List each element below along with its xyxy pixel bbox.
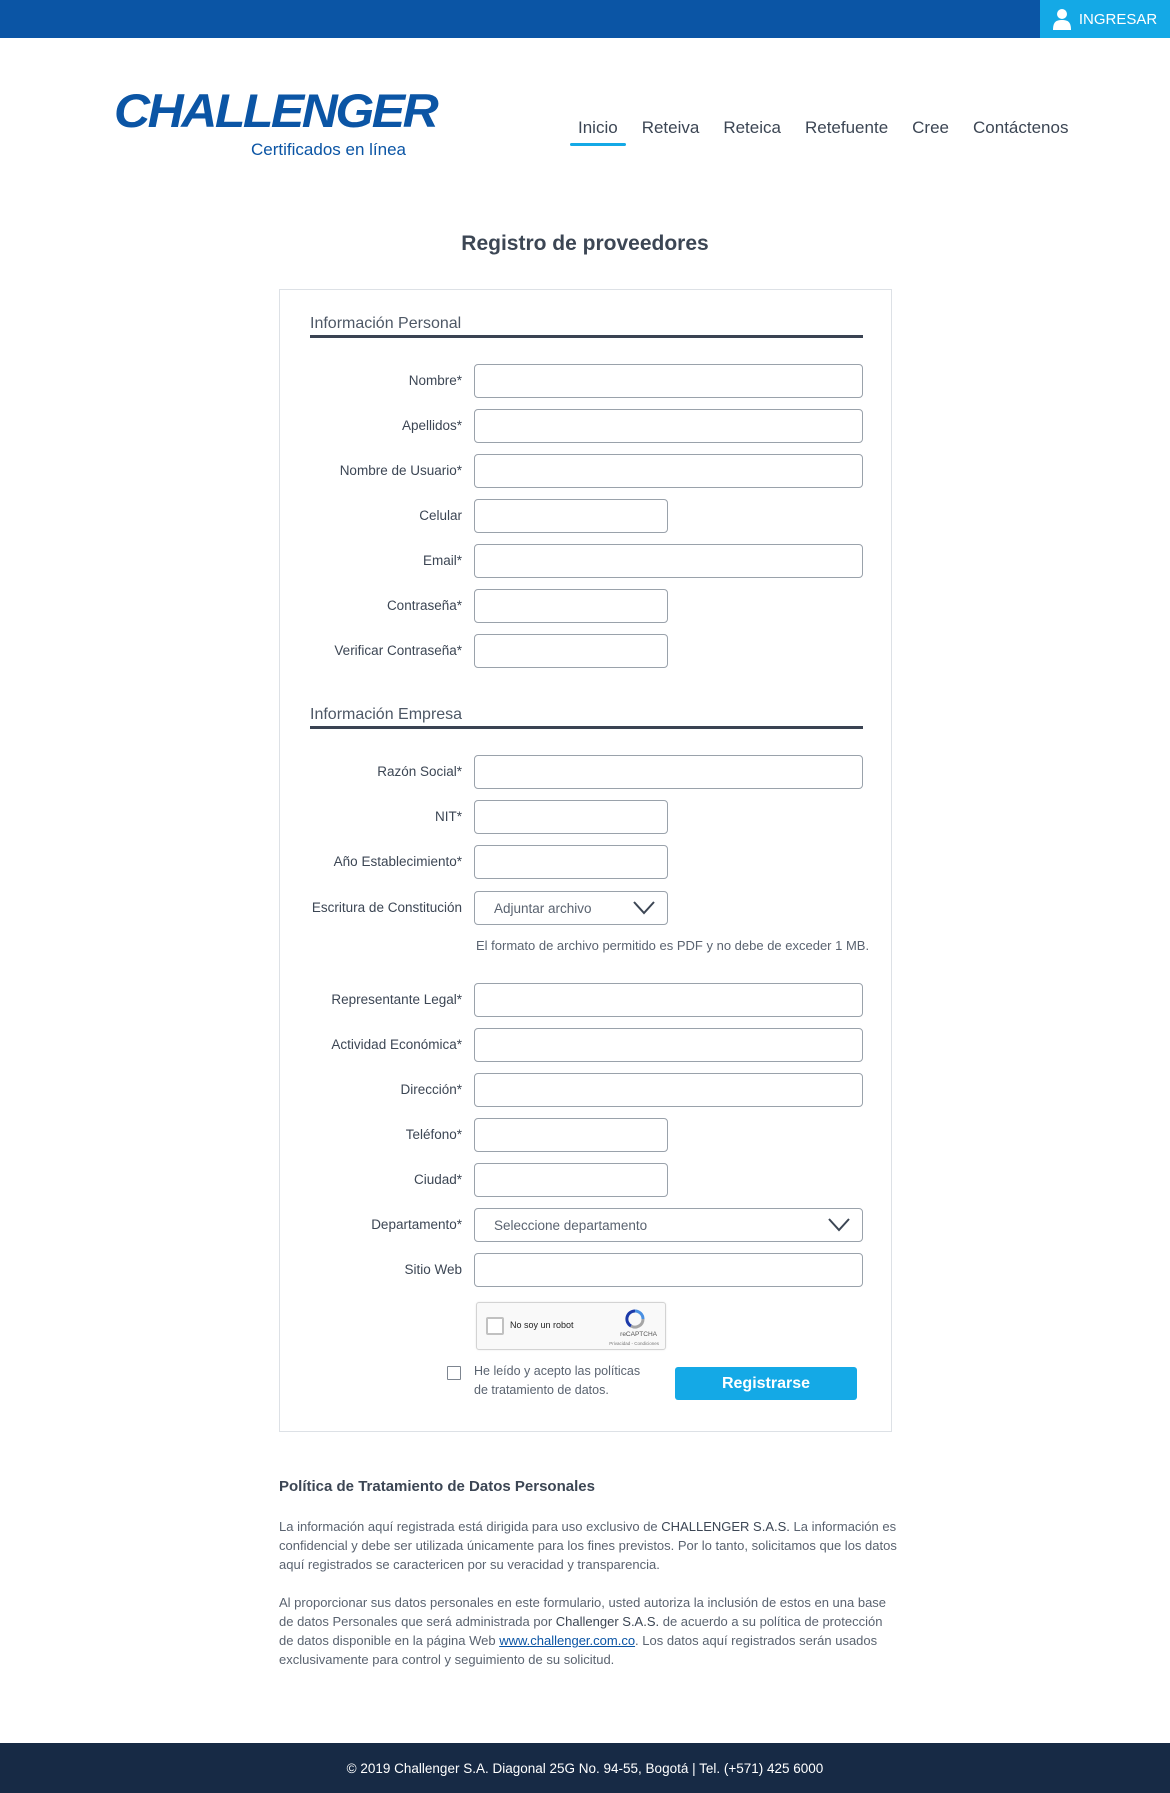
main-nav (570, 116, 1084, 146)
verify-password-row (280, 634, 893, 668)
policy-title: Política de Tratamiento de Datos Personales (279, 1478, 595, 1495)
nav-item-contactenos[interactable]: Contáctenos (973, 118, 1069, 137)
departamento-placeholder: Seleccione departamento (494, 1217, 648, 1233)
telefono-row (280, 1118, 893, 1152)
email-input[interactable] (474, 544, 863, 578)
chevron-down-icon (828, 1218, 850, 1232)
attach-file-placeholder: Adjuntar archivo (494, 900, 592, 916)
ciudad-input[interactable] (474, 1163, 668, 1197)
departamento-select[interactable] (474, 1208, 863, 1242)
representante-input[interactable] (474, 983, 863, 1017)
recaptcha-brand: reCAPTCHA (620, 1331, 657, 1338)
header (0, 38, 1170, 178)
attach-file-dropdown[interactable] (474, 891, 668, 925)
privacy-policy (279, 1478, 899, 1688)
representante-row (280, 983, 893, 1017)
nombre-label: Nombre* (408, 373, 462, 388)
celular-input[interactable] (474, 499, 668, 533)
actividad-input[interactable] (474, 1028, 863, 1062)
verify-password-label: Verificar Contraseña* (334, 643, 462, 658)
nav-item-reteica[interactable]: Reteica (723, 118, 781, 137)
website-link[interactable]: www.challenger.com.co (499, 1633, 636, 1648)
actividad-row (280, 1028, 893, 1062)
direccion-row (280, 1073, 893, 1107)
policy-paragraph-2 (279, 1593, 899, 1669)
password-row (280, 589, 893, 623)
policy-p2-text-a: Al proporcionar sus datos personales en este formulario, usted autoriza la inclusión de estos en una base de datos Personales que será administrada por (279, 1595, 887, 1629)
razon-social-input[interactable] (474, 755, 863, 789)
policy-p2-text-b: de acuerdo a su política de protección de datos disponible en la página Web (279, 1614, 883, 1648)
footer (0, 1743, 1170, 1793)
email-row (280, 544, 893, 578)
logo-tagline: Certificados en línea (251, 140, 406, 159)
anio-label: Año Establecimiento* (333, 854, 462, 869)
personal-info-heading: Información Personal (310, 315, 863, 338)
recaptcha-widget (476, 1302, 666, 1350)
apellidos-label: Apellidos* (401, 418, 462, 433)
footer-text: © 2019 Challenger S.A. Diagonal 25G No. 94-55, Bogotá | Tel. (+571) 425 6000 (346, 1760, 824, 1776)
telefono-label: Teléfono* (405, 1127, 462, 1142)
register-button[interactable]: Registrarse (675, 1367, 857, 1400)
celular-row (280, 499, 893, 533)
policy-p1-text-b: La información es confidencial y debe ser utilizada únicamente para los fines previstos. Por lo tanto, solicitamos que los datos aquí registrados se caractericen por su veracidad y transparencia. (279, 1519, 897, 1572)
departamento-row (280, 1208, 893, 1242)
email-label: Email* (422, 553, 462, 568)
recaptcha-terms[interactable]: Privacidad - Condiciones (609, 1341, 659, 1346)
nav-item-inicio[interactable]: Inicio (570, 116, 626, 146)
sitio-web-row (280, 1253, 893, 1287)
nit-row (280, 800, 893, 834)
registration-form (279, 289, 892, 1432)
recaptcha-icon (625, 1309, 645, 1329)
file-format-hint: El formato de archivo permitido es PDF y no debe de exceder 1 MB. (476, 938, 870, 953)
nombre-input[interactable] (474, 364, 863, 398)
usuario-label: Nombre de Usuario* (339, 463, 462, 478)
recaptcha-label: No soy un robot (510, 1320, 574, 1330)
usuario-input[interactable] (474, 454, 863, 488)
actividad-label: Actividad Económica* (331, 1037, 462, 1052)
escritura-row (280, 891, 893, 925)
nav-item-retefuente[interactable]: Retefuente (804, 118, 889, 137)
anio-row (280, 845, 893, 879)
usuario-row (280, 454, 893, 488)
razon-social-row (280, 755, 893, 789)
password-label: Contraseña* (386, 598, 462, 613)
razon-social-label: Razón Social* (377, 764, 462, 779)
chevron-down-icon (633, 901, 655, 915)
nit-input[interactable] (474, 800, 668, 834)
direccion-input[interactable] (474, 1073, 863, 1107)
departamento-label: Departamento* (371, 1217, 462, 1232)
verify-password-input[interactable] (474, 634, 668, 668)
login-button[interactable] (1040, 0, 1170, 38)
policy-p1-text-a: La información aquí registrada está dirigida para uso exclusivo de (279, 1519, 662, 1534)
recaptcha-checkbox[interactable] (486, 1317, 504, 1335)
nav-item-cree[interactable]: Cree (912, 118, 950, 137)
accept-policies-label: He leído y acepto las políticas de tratamiento de datos. (474, 1364, 641, 1397)
ciudad-label: Ciudad* (413, 1172, 462, 1187)
accept-policies-checkbox[interactable] (447, 1366, 461, 1380)
nombre-row (280, 364, 893, 398)
sitio-web-label: Sitio Web (404, 1262, 462, 1277)
company-info-heading: Información Empresa (310, 706, 863, 729)
telefono-input[interactable] (474, 1118, 668, 1152)
challenger-logo[interactable] (114, 84, 437, 159)
logo-wordmark: CHALLENGER (114, 84, 437, 138)
top-bar (0, 0, 1170, 38)
nit-label: NIT* (435, 809, 462, 824)
policy-p1-company: CHALLENGER S.A.S. (661, 1519, 790, 1534)
page-title: Registro de proveedores (461, 232, 709, 255)
sitio-web-input[interactable] (474, 1253, 863, 1287)
escritura-label: Escritura de Constitución (311, 900, 462, 915)
policy-p2-text-c: . Los datos aquí registrados serán usados exclusivamente para control y seguimiento de su solicitud. (279, 1633, 878, 1667)
policy-paragraph-1 (279, 1517, 899, 1574)
direccion-label: Dirección* (400, 1082, 462, 1097)
apellidos-row (280, 409, 893, 443)
celular-label: Celular (419, 508, 462, 523)
policy-p2-company: Challenger S.A.S. (555, 1614, 660, 1629)
nav-item-reteiva[interactable]: Reteiva (641, 118, 700, 137)
password-input[interactable] (474, 589, 668, 623)
anio-input[interactable] (474, 845, 668, 879)
ciudad-row (280, 1163, 893, 1197)
representante-label: Representante Legal* (331, 992, 462, 1007)
apellidos-input[interactable] (474, 409, 863, 443)
user-icon (1053, 8, 1071, 30)
login-label: INGRESAR (1078, 10, 1158, 28)
